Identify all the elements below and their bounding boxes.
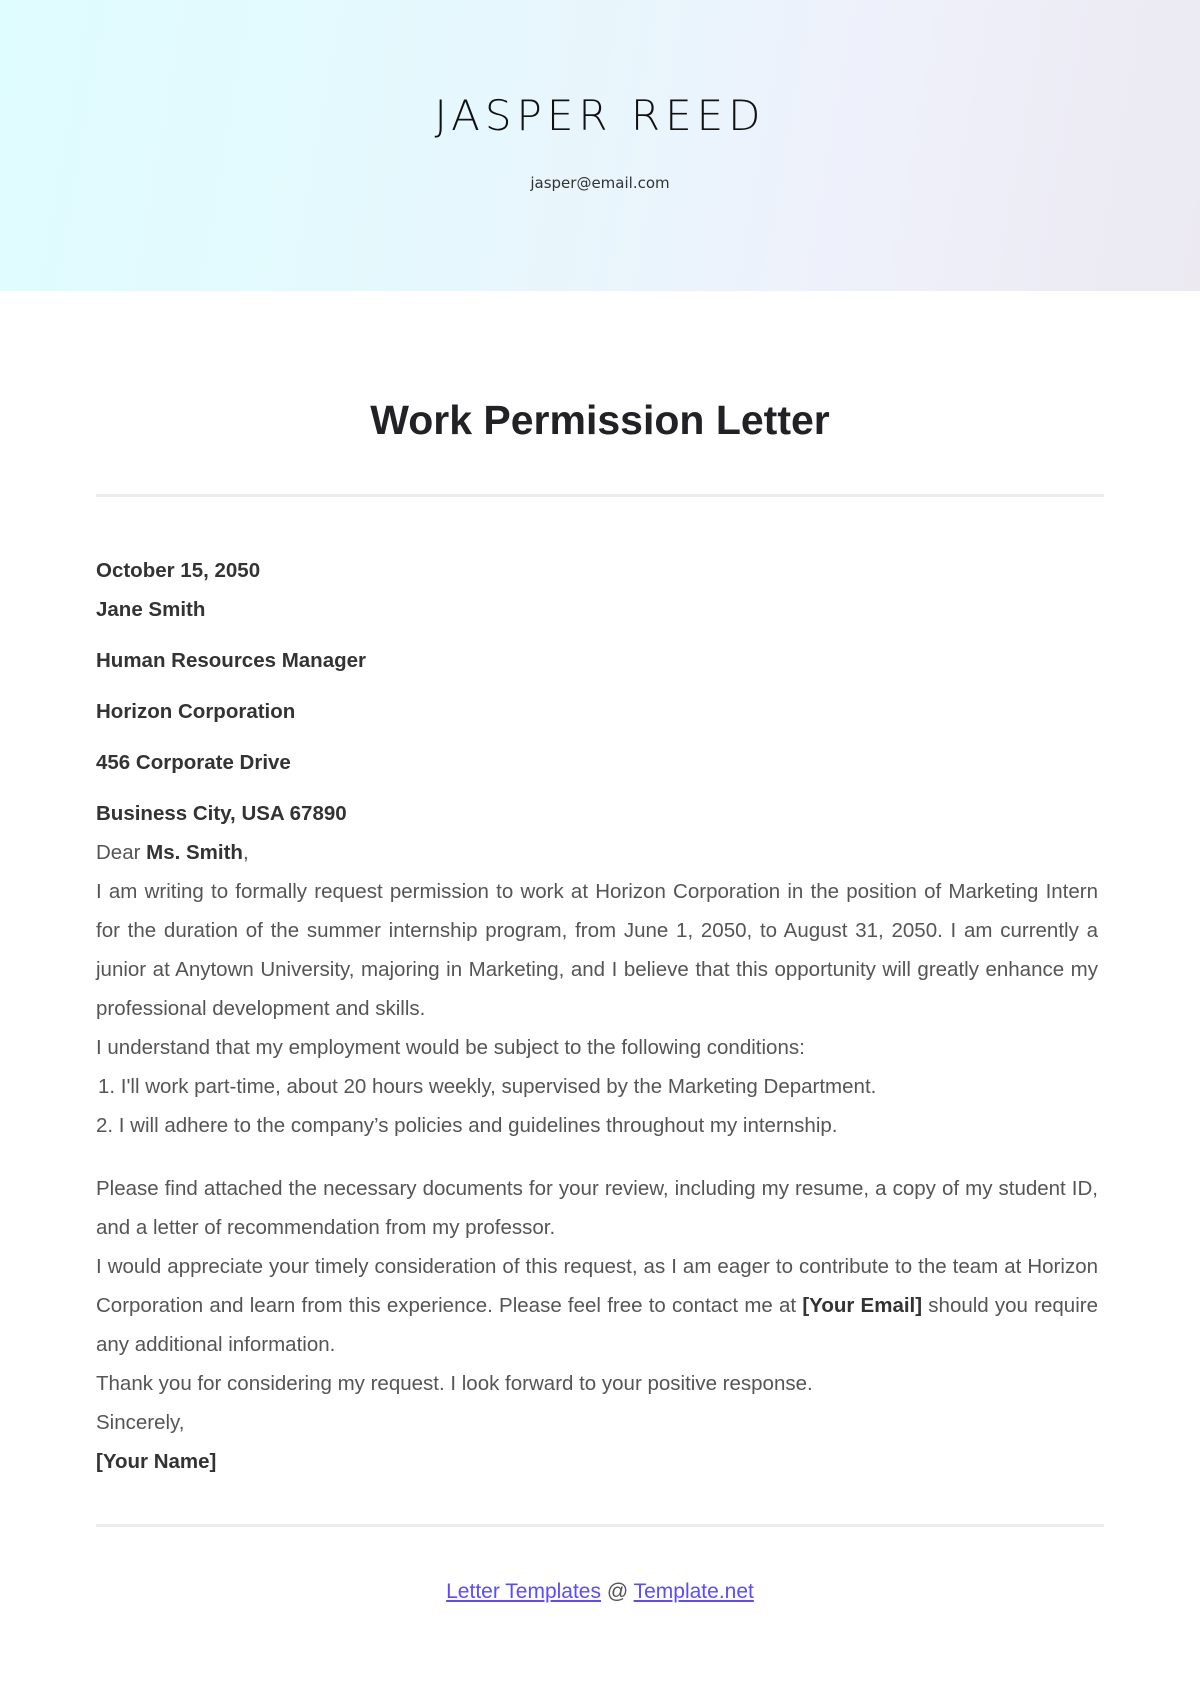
consideration-text: I would appreciate your timely consideration of this request, as I am eager to contribute to the team at Horizon Corporation and learn from this experience. Please feel free to contact me at <box>96 1255 1098 1317</box>
salutation <box>96 833 1098 872</box>
closing: Sincerely, <box>96 1411 185 1434</box>
consideration-end: should you require any additional information. <box>96 1294 1098 1356</box>
conditions-list <box>96 1067 1098 1145</box>
paragraph-consideration <box>96 1247 1098 1364</box>
condition-item: 2. I will adhere to the company’s policies and guidelines throughout my internship. <box>96 1114 838 1137</box>
recipient-city: Business City, USA 67890 <box>96 802 347 825</box>
salutation-suffix: , <box>242 841 249 864</box>
email-placeholder: [Your Email] <box>802 1294 923 1317</box>
paragraph-attachments: Please find attached the necessary documents for your review, including my resume, a copy of my student ID, and a letter of recommendation from my professor. <box>96 1177 1098 1239</box>
paragraph-conditions-intro: I understand that my employment would be subject to the following conditions: <box>96 1036 805 1059</box>
recipient-title: Human Resources Manager <box>96 649 367 672</box>
recipient-company: Horizon Corporation <box>96 700 296 723</box>
recipient-name: Jane Smith <box>96 598 206 621</box>
letter-templates-link[interactable]: Letter Templates <box>446 1580 601 1603</box>
salutation-prefix: Dear <box>96 841 147 864</box>
signature-placeholder: [Your Name] <box>96 1450 217 1473</box>
letterhead <box>0 0 1200 291</box>
salutation-name: Ms. Smith <box>146 841 243 864</box>
footer <box>0 1580 1200 1604</box>
sender-email: jasper@email.com <box>530 174 670 192</box>
template-net-link[interactable]: Template.net <box>633 1580 754 1603</box>
sender-name: JASPER REED <box>434 91 766 140</box>
condition-item: 1. I'll work part-time, about 20 hours weekly, supervised by the Marketing Department. <box>98 1075 877 1098</box>
footer-separator: @ <box>601 1580 634 1603</box>
paragraph-request: I am writing to formally request permission to work at Horizon Corporation in the position of Marketing Intern for the duration of the summer internship program, from June 1, 2050, to August 31, 2050. I am currently a junior at Anytown University, majoring in Marketing, and I believe that this opportunity will greatly enhance my professional development and skills. <box>96 880 1098 1020</box>
title-divider <box>96 494 1104 497</box>
letter-body <box>96 551 1098 1481</box>
recipient-street: 456 Corporate Drive <box>96 751 291 774</box>
letter-date: October 15, 2050 <box>96 559 261 582</box>
paragraph-thanks: Thank you for considering my request. I look forward to your positive response. <box>96 1372 813 1395</box>
document-title: Work Permission Letter <box>370 397 830 443</box>
footer-divider <box>96 1524 1104 1527</box>
